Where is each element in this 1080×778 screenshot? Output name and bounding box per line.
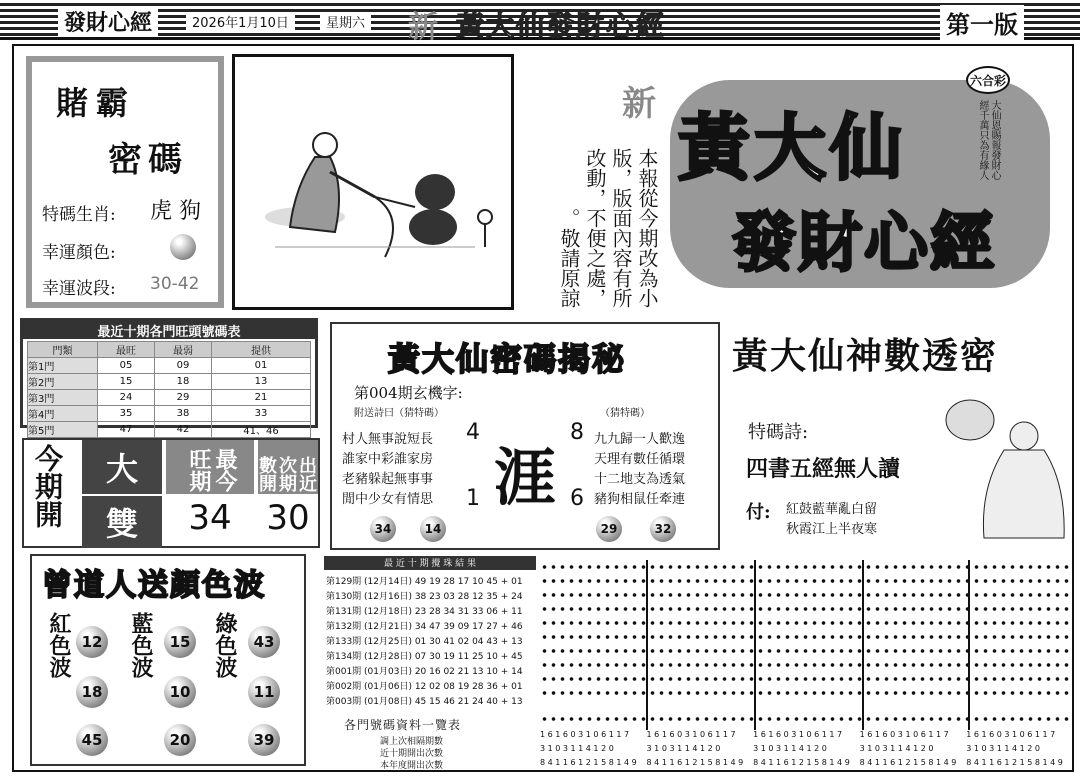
god-fu-line-2: 秋霞江上半夜寒: [786, 522, 878, 537]
secret-ball: 32: [650, 516, 676, 542]
hot-value: 34: [188, 498, 232, 538]
header-center-title: 黃大仙發財心經: [456, 9, 667, 42]
stats-row-label: 第4門: [28, 406, 98, 422]
color-wave-title: 曾道人送顏色波: [42, 568, 266, 603]
grid-number-cell: 3 1 0 3 1 1 4 1 2 0: [753, 744, 827, 753]
stats-header-row: [28, 342, 311, 358]
notice-text: 本報從今期改為小版，版面內容有所改動，不便之處，敬請原諒。: [557, 148, 659, 308]
brand-side-text: 大仙恩賜報發財心經千萬只為有緣人: [977, 100, 1000, 180]
grid-number-cell: 8 4 1 1 6 1 2 1 5 8 1 4 9: [966, 758, 1063, 767]
secret-ball: 29: [596, 516, 622, 542]
stats-row: [28, 406, 311, 422]
red-wave-label: 紅色波: [46, 612, 72, 678]
brand-block: [660, 60, 1070, 310]
result-row: 第133期 (12月25日) 01 30 41 02 04 43 + 13: [326, 637, 523, 647]
gambling-secret-box: [26, 56, 224, 308]
stats-table-title: 最近十期各門旺頭號碼表: [23, 321, 315, 339]
dot-grid-row: [540, 564, 1070, 570]
god-fu-label: 付:: [746, 502, 771, 523]
blue-wave-ball: 15: [164, 626, 196, 658]
dot-grid-row: [540, 676, 1070, 682]
poem-right-line: 天理有數任循環: [594, 452, 686, 467]
dot-grid-row: [540, 662, 1070, 668]
result-row: 第130期 (12月16日) 38 23 03 28 12 35 + 24: [326, 592, 523, 602]
poem-left-line: 老豬躲起無事事: [342, 472, 434, 487]
stats-cell: 33: [212, 406, 311, 422]
stats-cell: 35: [98, 406, 155, 422]
grid-number-cell: 3 1 0 3 1 1 4 1 2 0: [540, 744, 614, 753]
secret-ball: 34: [370, 516, 396, 542]
grid-number-row: [540, 744, 1070, 753]
grid-number-cell: 8 4 1 1 6 1 2 1 5 8 1 4 9: [753, 758, 850, 767]
grid-number-cell: 8 4 1 1 6 1 2 1 5 8 1 4 9: [859, 758, 957, 767]
header-date: 2026年1月10日: [186, 12, 295, 31]
dot-grid-row: [540, 648, 1070, 654]
result-row: 第001期 (01月03日) 20 16 02 21 13 10 + 14: [326, 667, 523, 677]
legend-line: 本年度開出次數: [380, 761, 444, 771]
secret-left-note: 附送詩曰（猜特碼）: [354, 408, 444, 419]
grid-number-cell: 8 4 1 1 6 1 2 1 5 8 1 4 9: [646, 758, 744, 767]
dot-grid-row: [540, 634, 1070, 640]
stats-row: [28, 358, 311, 374]
stats-cell: 41、46: [212, 422, 311, 438]
grid-number-row: [540, 730, 1070, 739]
double-label: 雙: [82, 496, 162, 548]
dot-grid-row: [540, 620, 1070, 626]
poem-right-line: 豬狗相鼠任牽連: [594, 492, 686, 507]
stats-cell: 47: [98, 422, 155, 438]
wave-label: 幸運波段:: [42, 279, 116, 299]
stats-cell: 05: [98, 358, 155, 374]
stats-row-label: 第2門: [28, 374, 98, 390]
poem-left-line: 誰家中彩誰家房: [342, 452, 434, 467]
page-header: [0, 0, 1080, 45]
stats-row-label: 第1門: [28, 358, 98, 374]
zodiac-value: 虎 狗: [150, 199, 201, 224]
stats-header-cell: 門類: [28, 342, 98, 358]
grid-number-cell: 1 6 1 6 0 3 1 0 6 1 1 7: [753, 730, 843, 739]
god-fu-line-1: 紅鼓藍華亂白留: [786, 502, 878, 517]
red-wave-ball: 18: [76, 676, 108, 708]
deity-figure: [940, 388, 1070, 548]
red-wave-ball: 12: [76, 626, 108, 658]
stats-cell: 38: [155, 406, 212, 422]
grid-number-cell: 1 6 1 6 0 3 1 0 6 1 1 7: [646, 730, 736, 739]
results-block: [324, 556, 536, 770]
recent-label: 出近次期數開: [258, 440, 318, 494]
stats-table-box: [20, 318, 318, 437]
green-wave-label: 綠色波: [212, 612, 238, 678]
recent-value: 30: [266, 498, 310, 538]
result-row: 第132期 (12月21日) 34 47 39 09 17 27 + 46: [326, 622, 523, 632]
poem-left-line: 村人無事說短長: [342, 432, 434, 447]
lottery-badge: 六合彩: [966, 66, 1010, 94]
stats-cell: 01: [212, 358, 311, 374]
grid-divider: [968, 560, 970, 730]
green-wave-ball: 43: [248, 626, 280, 658]
result-row: 第003期 (01月08日) 45 15 46 21 24 40 + 13: [326, 697, 523, 707]
notice-panel: [520, 58, 660, 308]
grid-divider: [646, 560, 648, 730]
stats-cell: 15: [98, 374, 155, 390]
legend-line: 近十期開出次數: [380, 749, 444, 759]
stats-cell: 13: [212, 374, 311, 390]
result-row: 第129期 (12月14日) 49 19 28 17 10 45 + 01: [326, 577, 523, 587]
grid-number-cell: 3 1 0 3 1 1 4 1 2 0: [859, 744, 934, 753]
stats-header-cell: 最弱: [155, 342, 212, 358]
gambling-title-1: 賭霸: [56, 84, 137, 122]
red-wave-ball: 45: [76, 724, 108, 756]
god-poem: 四書五經無人讀: [746, 456, 901, 482]
secret-box: [330, 322, 720, 550]
color-wave-box: [30, 554, 306, 766]
stats-row-label: 第3門: [28, 390, 98, 406]
stats-cell: 18: [155, 374, 212, 390]
stats-cell: 09: [155, 358, 212, 374]
secret-num: 8: [570, 420, 584, 445]
god-poem-label: 特碼詩:: [748, 422, 809, 443]
results-title: 最 近 十 期 攪 珠 結 果: [324, 556, 536, 570]
blue-wave-label: 藍色波: [128, 612, 154, 678]
stats-cell: 24: [98, 390, 155, 406]
dot-grid-row: [540, 716, 1070, 722]
god-title: 黃大仙神數透密: [732, 335, 999, 377]
stats-table: [27, 341, 311, 438]
grid-number-cell: 8 4 1 1 6 1 2 1 5 8 1 4 9: [540, 758, 637, 767]
result-row: 第002期 (01月06日) 12 02 08 19 28 36 + 01: [326, 682, 523, 692]
big-label: 大: [82, 440, 162, 494]
notice-new-mark: 新: [622, 84, 656, 124]
grid-number-cell: 1 6 1 6 0 3 1 0 6 1 1 7: [540, 730, 630, 739]
dot-grid-row: [540, 690, 1070, 696]
stats-cell: 21: [212, 390, 311, 406]
stats-row: [28, 422, 311, 438]
stats-cell: 42: [155, 422, 212, 438]
grid-number-cell: 3 1 0 3 1 1 4 1 2 0: [966, 744, 1040, 753]
brand-title-1: 黃大仙: [678, 105, 907, 190]
legend-line: 調上次相隔期數: [380, 737, 444, 747]
grid-divider: [862, 560, 864, 730]
dot-grid-row: [540, 578, 1070, 584]
secret-num: 6: [570, 486, 584, 511]
poem-left-line: 閒中少女有情思: [342, 492, 434, 507]
brand-title-2: 發財心經: [732, 206, 996, 281]
dot-grid-row: [540, 606, 1070, 612]
edition-label: 第一版: [940, 5, 1024, 40]
stats-row-label: 第5門: [28, 422, 98, 438]
result-row: 第134期 (12月28日) 07 30 19 11 25 10 + 45: [326, 652, 523, 662]
secret-issue: 第004期玄機字:: [354, 384, 463, 402]
wave-value: 30-42: [150, 274, 200, 294]
hot-label: 最今旺期: [166, 440, 254, 494]
color-label: 幸運顏色:: [42, 243, 116, 263]
header-weekday: 星期六: [320, 12, 371, 31]
grid-divider: [754, 560, 756, 730]
green-wave-ball: 11: [248, 676, 280, 708]
blue-wave-ball: 20: [164, 724, 196, 756]
poem-right-line: 九九歸一人歡逸: [594, 432, 686, 447]
secret-num: 1: [466, 486, 480, 511]
zodiac-label: 特碼生肖:: [42, 205, 116, 225]
stats-cell: 29: [155, 390, 212, 406]
grid-number-cell: 3 1 0 3 1 1 4 1 2 0: [646, 744, 721, 753]
header-title: 發財心經: [58, 6, 158, 37]
stats-header-cell: 提供: [212, 342, 311, 358]
lucky-color-ball: [170, 234, 196, 260]
gambling-title-2: 密碼: [108, 140, 188, 180]
period-box: [22, 438, 320, 548]
secret-ball: 14: [420, 516, 446, 542]
grid-number-cell: 1 6 1 6 0 3 1 0 6 1 1 7: [966, 730, 1056, 739]
secret-num: 4: [466, 420, 480, 445]
green-wave-ball: 39: [248, 724, 280, 756]
stats-row: [28, 374, 311, 390]
header-new-mark: 新: [408, 10, 438, 45]
grid-number-row: [540, 758, 1070, 767]
god-block: [726, 318, 1072, 552]
secret-right-note: （猜特碼）: [600, 408, 650, 419]
dot-grid-row: [540, 592, 1070, 598]
farmer-melon-illustration: [235, 57, 511, 307]
stats-row: [28, 390, 311, 406]
secret-char: 涯: [494, 441, 557, 514]
illustration-box: [232, 54, 514, 310]
blue-wave-ball: 10: [164, 676, 196, 708]
stats-header-cell: 最旺: [98, 342, 155, 358]
period-label: 今期開: [31, 444, 64, 528]
secret-title: 黃大仙密碼揭秘: [388, 340, 627, 378]
poem-right-line: 十二地支為透氣: [594, 472, 686, 487]
result-row: 第131期 (12月18日) 23 28 34 31 33 06 + 11: [326, 607, 523, 617]
data-table-title: 各門號碼資料一覽表: [344, 718, 462, 732]
grid-number-cell: 1 6 1 6 0 3 1 0 6 1 1 7: [859, 730, 949, 739]
